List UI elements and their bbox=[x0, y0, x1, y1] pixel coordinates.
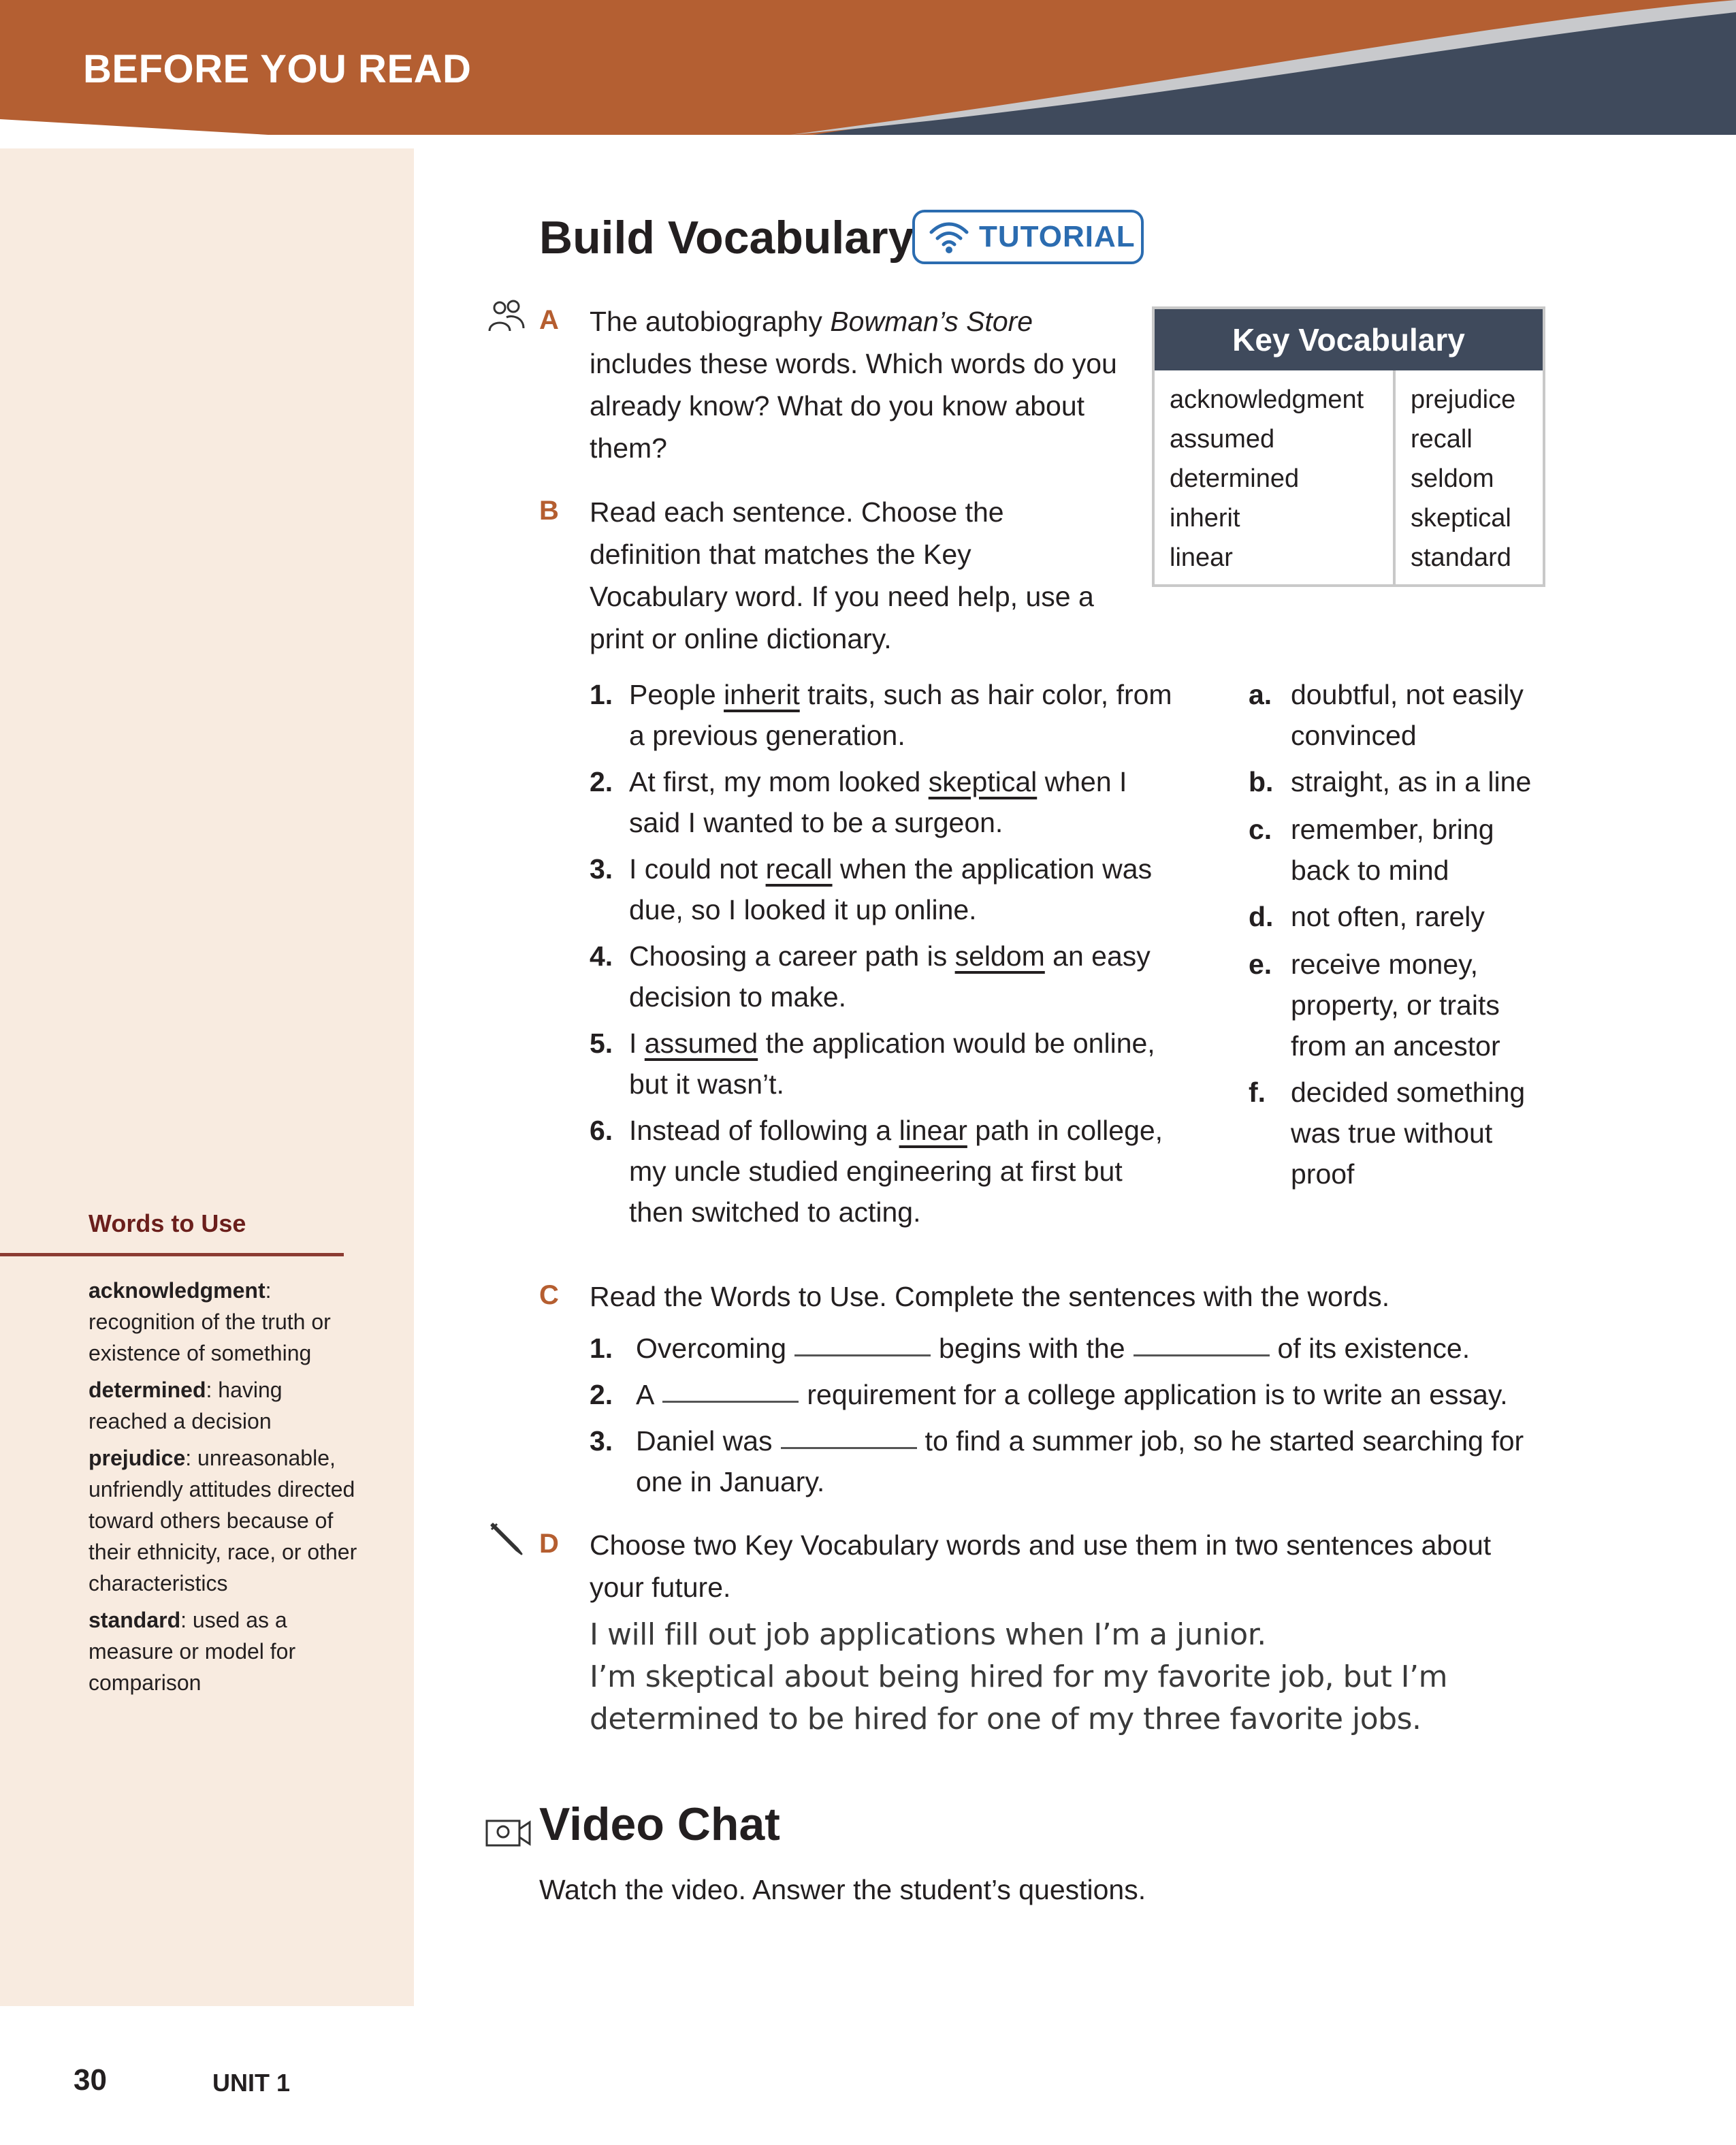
section-c-instruction: Read the Words to Use. Complete the sentences with the words. bbox=[590, 1281, 1390, 1312]
sentence-item: 1. People inherit traits, such as hair color, from a previous generation. bbox=[590, 679, 1172, 751]
section-c-letter: C bbox=[539, 1280, 559, 1310]
vocab-column-1: acknowledgment assumed determined inherit linear bbox=[1170, 385, 1364, 572]
definition-item: f. decided something was true without proof bbox=[1249, 1077, 1526, 1190]
words-to-use-rule bbox=[0, 1253, 344, 1256]
pencil-icon bbox=[487, 1520, 526, 1558]
sidebar bbox=[0, 148, 414, 2006]
section-d-text: Choose two Key Vocabulary words and use them in two sentences about your future. bbox=[590, 1529, 1492, 1603]
tutorial-button[interactable] bbox=[912, 210, 1144, 264]
people-icon bbox=[487, 300, 526, 334]
definition-item: a. doubtful, not easily convinced bbox=[1249, 679, 1524, 751]
section-a-text: The autobiography Bowman’s Store includes these words. Which words do you already know? What do you know about them? bbox=[590, 306, 1117, 464]
sentence-item: 2. At first, my mom looked skeptical when I said I wanted to be a surgeon. bbox=[590, 766, 1127, 838]
video-chat-instructions: Watch the video. Answer the student’s questions. bbox=[539, 1874, 1146, 1905]
words-to-use-list bbox=[89, 1275, 361, 1704]
section-d-letter: D bbox=[539, 1529, 559, 1559]
key-vocabulary-title: Key Vocabulary bbox=[1155, 309, 1543, 370]
sentence-item: 5. I assumed the application would be online, but it wasn’t. bbox=[590, 1028, 1155, 1100]
key-vocabulary-box bbox=[1152, 306, 1545, 587]
build-vocabulary-title: Build Vocabulary bbox=[539, 212, 914, 264]
answer-blank[interactable] bbox=[662, 1391, 799, 1403]
definition-item: c. remember, bring back to mind bbox=[1249, 814, 1494, 886]
word-entry: standard: used as a measure or model for comparison bbox=[89, 1608, 296, 1695]
section-a-letter: A bbox=[539, 305, 559, 335]
section-b-letter: B bbox=[539, 496, 559, 526]
sentence-item: 6. Instead of following a linear path in college, my uncle studied engineering at first but then switched to acting. bbox=[590, 1115, 1163, 1228]
sentence-item: 3. I could not recall when the application was due, so I looked it up online. bbox=[590, 853, 1153, 925]
definition-item: d. not often, rarely bbox=[1249, 901, 1485, 932]
fill-in-item: 3. Daniel was to find a summer job, so he started searching for one in January. bbox=[590, 1425, 1524, 1497]
section-b-text: Read each sentence. Choose the definition that matches the Key Vocabulary word. If you need help, use a print or online dictionary. bbox=[590, 496, 1094, 654]
page-number: 30 bbox=[74, 2063, 107, 2097]
vocab-column-2: prejudice recall seldom skeptical standard bbox=[1411, 385, 1516, 572]
banner-title: BEFORE YOU READ bbox=[83, 47, 472, 91]
word-entry: acknowledgment: recognition of the truth or existence of something bbox=[89, 1278, 331, 1365]
answer-blank[interactable] bbox=[794, 1345, 931, 1356]
answer-blank[interactable] bbox=[1134, 1345, 1270, 1356]
sentence-item: 4. Choosing a career path is seldom an easy decision to make. bbox=[590, 940, 1151, 1013]
fill-in-item: 1. Overcoming begins with the of its existence. bbox=[590, 1333, 1470, 1364]
unit-label: UNIT 1 bbox=[212, 2069, 291, 2097]
words-to-use-heading: Words to Use bbox=[89, 1209, 246, 1237]
video-camera-icon bbox=[485, 1817, 532, 1849]
definition-item: e. receive money, property, or traits from an ancestor bbox=[1249, 949, 1500, 1062]
word-entry: prejudice: unreasonable, unfriendly attitudes directed toward others because of their ethnicity, race, or other characteristics bbox=[89, 1446, 357, 1595]
handwritten-answer[interactable]: I will fill out job applications when I’m a junior. I’m skeptical about being hired for my favorite job, but I’m determined to be hired for one of my three favorite jobs. bbox=[590, 1617, 1448, 1736]
answer-blank[interactable] bbox=[781, 1437, 917, 1449]
fill-in-item: 2. A requirement for a college application is to write an essay. bbox=[590, 1379, 1508, 1410]
column-divider bbox=[1393, 370, 1396, 587]
word-entry: determined: having reached a decision bbox=[89, 1378, 283, 1433]
video-chat-title: Video Chat bbox=[539, 1798, 780, 1850]
wifi-icon bbox=[929, 220, 969, 254]
definition-item: b. straight, as in a line bbox=[1249, 766, 1532, 797]
tutorial-label: TUTORIAL bbox=[979, 220, 1136, 253]
